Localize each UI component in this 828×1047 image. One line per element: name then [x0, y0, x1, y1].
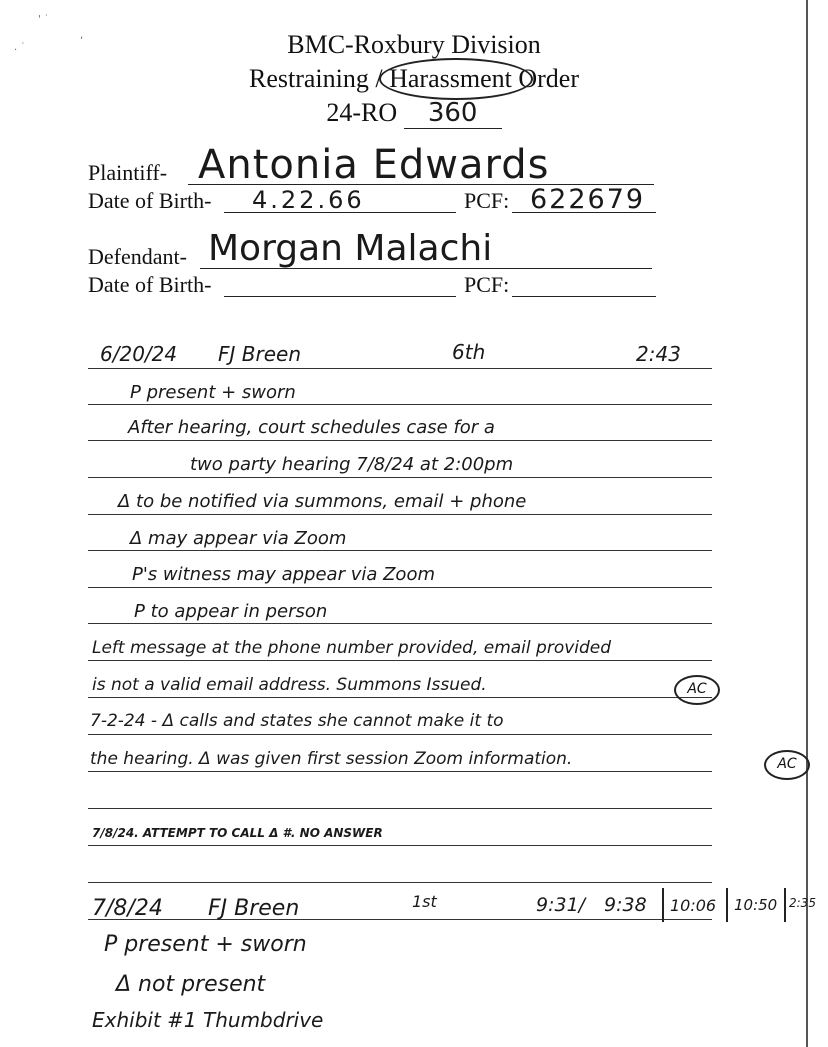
entry-line: Left message at the phone number provided, email provided: [92, 638, 612, 658]
entry-line: P to appear in person: [134, 601, 328, 622]
hearing2-date: 7/8/24: [92, 896, 163, 921]
defendant-label: Defendant-: [88, 244, 187, 269]
plaintiff-name: Antonia Edwards: [198, 142, 550, 188]
entry-line: P's witness may appear via Zoom: [132, 564, 435, 585]
entry-line: After hearing, court schedules case for a: [128, 417, 495, 438]
plaintiff-dob-label: Date of Birth-: [88, 188, 212, 213]
ruled-line: [88, 660, 712, 661]
ruled-line: [88, 477, 712, 478]
entry-line: Δ may appear via Zoom: [130, 528, 347, 549]
entry-line: 7/8/24. ATTEMPT TO CALL Δ #. NO ANSWER: [92, 826, 383, 840]
docket-number: 360: [427, 98, 478, 128]
circle-mark: [379, 58, 533, 100]
ruled-line: [88, 845, 712, 846]
hearing1-session: 6th: [452, 340, 486, 364]
initials-circle: AC: [764, 750, 810, 780]
hearing2-time: 10:50: [734, 896, 778, 914]
time-divider: [784, 888, 786, 922]
scan-speck: . ˙: [14, 42, 26, 53]
scan-speck: ,: [80, 30, 84, 41]
scan-speck: ' ˙: [38, 14, 49, 25]
plaintiff-label: Plaintiff-: [88, 160, 168, 185]
hearing2-time: 10:06: [670, 896, 717, 915]
ruled-line: [88, 734, 712, 735]
entry-line: 7-2-24 - Δ calls and states she cannot make it to: [90, 711, 504, 731]
time-divider: [726, 888, 728, 922]
hearing2-time: 2:35: [789, 896, 816, 910]
hearing1-date: 6/20/24: [100, 342, 178, 366]
hearing2-time: 9:31/: [536, 894, 586, 916]
plaintiff-pcf: 622679: [530, 184, 646, 215]
docket-number-field: [404, 98, 502, 129]
ruled-line: [88, 771, 712, 772]
entry-line: is not a valid email address. Summons Issued.: [92, 675, 487, 695]
order-suffix: Order: [511, 64, 579, 93]
ruled-line: [88, 919, 712, 920]
ruled-line: [88, 882, 712, 883]
division-title: BMC-Roxbury Division: [287, 30, 541, 59]
ruled-line: [88, 404, 712, 405]
hearing1-judge: FJ Breen: [218, 342, 301, 366]
hearing1-time: 2:43: [636, 342, 681, 366]
order-prefix: Restraining /: [249, 64, 390, 93]
ruled-line: [88, 440, 712, 441]
time-divider: [662, 888, 664, 922]
defendant-name: Morgan Malachi: [208, 228, 493, 269]
order-circled-word: Harassment: [389, 64, 512, 94]
defendant-dob-line: [224, 296, 456, 297]
docket-prefix: 24-RO: [326, 98, 398, 127]
entry-line: Δ to be notified via summons, email + phone: [118, 491, 527, 512]
ruled-line: [88, 550, 712, 551]
defendant-dob-label: Date of Birth-: [88, 272, 212, 297]
order-type: [0, 64, 828, 94]
hearing2-session: 1st: [412, 892, 437, 911]
ruled-line: [88, 623, 712, 624]
ruled-line: [88, 587, 712, 588]
final-note: Exhibit #1 Thumbdrive: [92, 1008, 324, 1032]
entry-line: the hearing. Δ was given first session Zoom information.: [90, 749, 573, 769]
defendant-pcf-label: PCF:: [464, 272, 510, 297]
initials-circle: AC: [674, 675, 720, 705]
docket-line: [0, 98, 828, 129]
hearing2-time: 9:38: [604, 894, 647, 916]
entry-line: P present + sworn: [130, 382, 296, 403]
final-note: Δ not present: [116, 972, 266, 997]
plaintiff-dob: 4.22.66: [252, 186, 365, 214]
hearing2-judge: FJ Breen: [208, 896, 300, 921]
plaintiff-pcf-label: PCF:: [464, 188, 510, 213]
ruled-line: [88, 514, 712, 515]
ruled-line: [88, 808, 712, 809]
final-note: P present + sworn: [104, 932, 307, 957]
entry-line: two party hearing 7/8/24 at 2:00pm: [190, 454, 514, 475]
ruled-line: [88, 697, 712, 698]
defendant-pcf-line: [512, 296, 656, 297]
ruled-line: [88, 368, 712, 369]
